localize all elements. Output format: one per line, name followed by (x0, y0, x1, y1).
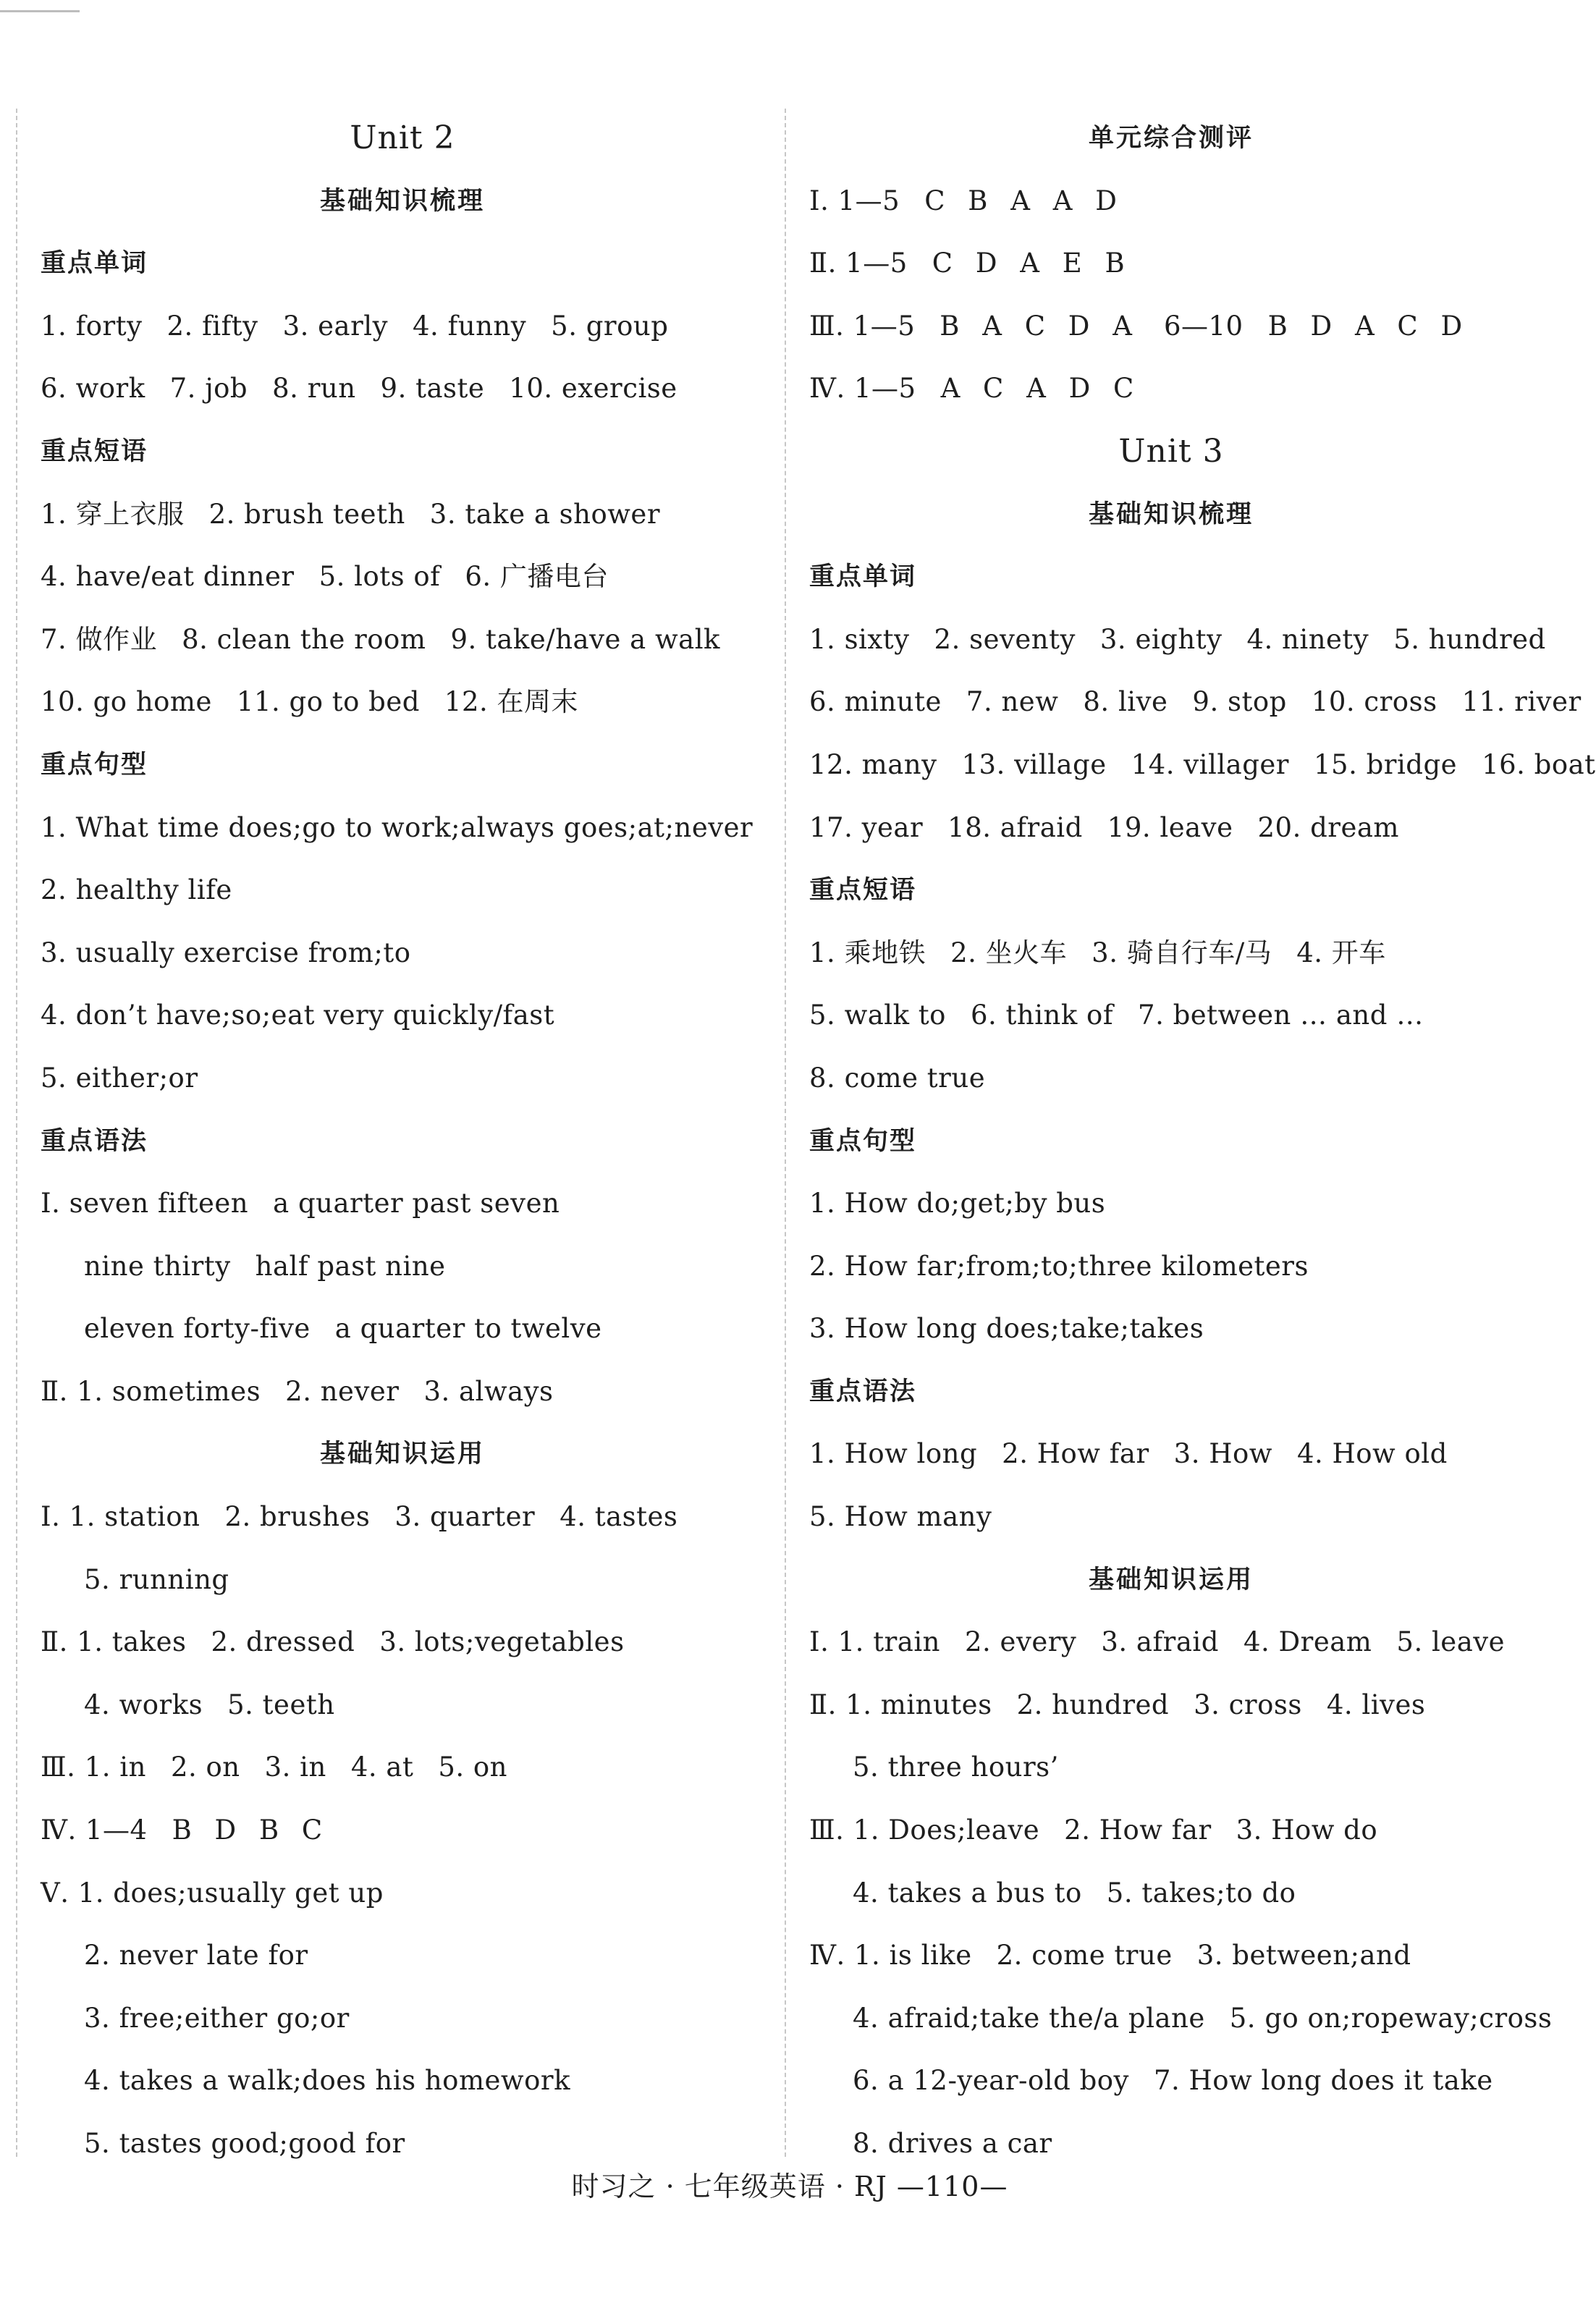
answer: 6. a 12-year-old boy (853, 2065, 1129, 2097)
answer: Ⅳ. 1—4 (41, 1814, 148, 1846)
test-line (809, 232, 1533, 295)
answer: 6. think of (970, 1000, 1114, 1031)
answer: 1. 乘地铁 (809, 937, 926, 968)
grammar-heading: 重点语法 (809, 1377, 917, 1406)
phrases-line (41, 609, 764, 672)
sentence-answer: 4. don’t have;so;eat very quickly/fast (41, 1000, 555, 1031)
answer: 20. dream (1257, 811, 1400, 843)
sentences-heading: 重点句型 (809, 1126, 917, 1156)
phrases-heading: 重点短语 (809, 876, 917, 905)
answer: 3. eighty (1099, 623, 1223, 655)
test-line (809, 170, 1533, 233)
apply-line (41, 1736, 764, 1799)
apply-line: Ⅴ. 1. does;usually get up (41, 1877, 384, 1909)
answer: 1. 穿上衣服 (41, 498, 185, 530)
answer: 4. at (350, 1752, 414, 1783)
vocab-line (809, 671, 1582, 734)
answer: C D A E B (932, 248, 1132, 279)
answer: 12. 在周末 (444, 686, 579, 718)
answer: 3. 骑自行车/马 (1092, 937, 1272, 968)
answer: 10. cross (1311, 686, 1437, 718)
answer: Ⅱ. 1—5 (809, 248, 908, 279)
grammar-line: 5. How many (809, 1501, 992, 1533)
answer: 1. How long (809, 1438, 978, 1470)
answer: eleven forty-five (84, 1313, 311, 1345)
apply-line (809, 1674, 1533, 1737)
sentence-answer: 3. usually exercise from;to (41, 937, 411, 968)
answer: Ⅱ. 1. minutes (809, 1689, 992, 1720)
answer: 9. stop (1192, 686, 1287, 718)
answer: 3. quarter (394, 1501, 536, 1533)
answer: Ⅲ. 1. in (41, 1752, 146, 1783)
answer: 5. go on;ropeway;cross (1229, 2002, 1553, 2034)
unit-comprehensive-test-title: 单元综合测评 (1088, 124, 1254, 153)
left-margin-dashed-line (16, 109, 17, 2157)
answer: 2. never (285, 1375, 400, 1407)
answer: 4. afraid;take the/a plane (853, 2002, 1205, 2034)
answer: 7. 做作业 (41, 623, 158, 655)
answer: 6. 广播电台 (465, 561, 609, 593)
answer: Ⅰ. 1. train (809, 1626, 940, 1658)
answer: 8. clean the room (182, 623, 426, 655)
grammar-line (41, 1298, 764, 1361)
apply-line: 4. takes a walk;does his homework (84, 2065, 570, 2097)
vocab-heading: 重点单词 (809, 562, 917, 592)
answer: 7. new (966, 686, 1059, 718)
answer: 9. take/have a walk (450, 623, 720, 655)
vocab-line (809, 609, 1546, 672)
vocab-line (41, 295, 764, 358)
answer: 5. walk to (809, 1000, 946, 1031)
phrases-line (809, 984, 1533, 1047)
answer: Ⅰ. 1. station (41, 1501, 200, 1533)
section-basic-knowledge-review: 基础知识梳理 (1088, 499, 1254, 529)
grammar-line (41, 1172, 764, 1235)
phrases-heading: 重点短语 (41, 436, 148, 466)
answer: 7. between … and … (1138, 1000, 1424, 1031)
page-footer: 时习之 · 七年级英语 · RJ —110— (571, 2171, 1008, 2202)
apply-line (41, 1611, 764, 1674)
answer: 18. afraid (947, 811, 1083, 843)
unit-2-title: Unit 2 (350, 119, 455, 156)
apply-line (809, 1862, 1533, 1925)
answer: Ⅲ. 1—5 (809, 310, 916, 342)
answer: 14. villager (1131, 748, 1289, 780)
test-line (809, 295, 1533, 358)
unit-3-title: Unit 3 (1118, 432, 1224, 470)
answer: 16. boat (1482, 748, 1596, 780)
answer: 5. lots of (318, 561, 441, 593)
answer: 19. leave (1107, 811, 1233, 843)
answer: 2. 坐火车 (950, 937, 1068, 968)
answer: 2. brushes (224, 1501, 371, 1533)
answer: 6. minute (809, 686, 942, 718)
answer: Ⅳ. 1—5 (809, 373, 916, 405)
answer: 4. funny (413, 310, 527, 342)
answer: 4. tastes (560, 1501, 678, 1533)
answer: 5. takes;to do (1106, 1877, 1296, 1909)
apply-line: 2. never late for (84, 1940, 308, 1972)
sentence-answer: 2. healthy life (41, 874, 232, 906)
vocab-heading: 重点单词 (41, 249, 148, 279)
answer: 3. afraid (1101, 1626, 1219, 1658)
grammar-line (41, 1235, 764, 1298)
answer: 3. How (1173, 1438, 1272, 1470)
answer: 4. takes a bus to (853, 1877, 1082, 1909)
answer: 3. take a shower (429, 498, 661, 530)
apply-line: 5. three hours’ (853, 1752, 1059, 1783)
answer: 9. taste (380, 373, 485, 405)
answer: 12. many (809, 748, 937, 780)
sentence-answer: 5. either;or (41, 1062, 198, 1094)
answer: 3. between;and (1196, 1940, 1411, 1972)
answer: nine thirty (84, 1250, 231, 1282)
answer: 3. How do (1236, 1814, 1378, 1846)
answer: a quarter to twelve (334, 1313, 602, 1345)
answer: 6. work (41, 373, 145, 405)
vocab-line (41, 358, 764, 421)
answer: 11. river (1461, 686, 1582, 718)
answer: 5. leave (1396, 1626, 1506, 1658)
column-divider-dashed-line (785, 109, 786, 2157)
answer: 5. teeth (227, 1689, 335, 1720)
answer: 2. every (964, 1626, 1077, 1658)
answer: 15. bridge (1313, 748, 1458, 780)
answer: A C A D C (940, 373, 1141, 405)
apply-line: 3. free;either go;or (84, 2002, 350, 2034)
answer: 8. run (272, 373, 356, 405)
sentence-answer: 2. How far;from;to;three kilometers (809, 1250, 1309, 1282)
apply-line (809, 1799, 1533, 1862)
answer: 7. How long does it take (1153, 2065, 1493, 2097)
sentence-answer: 3. How long does;take;takes (809, 1313, 1204, 1345)
answer: Ⅱ. 1. takes (41, 1626, 187, 1658)
answer: 10. go home (41, 686, 212, 718)
left-column (41, 107, 764, 2176)
answer: Ⅳ. 1. is like (809, 1940, 972, 1972)
answer: Ⅰ. seven fifteen (41, 1188, 249, 1220)
apply-line (809, 1987, 1553, 2050)
answer: 4. have/eat dinner (41, 561, 295, 593)
answer: 1. forty (41, 310, 143, 342)
answer: 7. job (169, 373, 248, 405)
phrases-line: 8. come true (809, 1062, 986, 1094)
answer: 2. How far (1064, 1814, 1212, 1846)
answer: 13. village (961, 748, 1107, 780)
answer: 3. in (264, 1752, 326, 1783)
answer: Ⅰ. 1—5 (809, 185, 900, 216)
answer: 10. exercise (509, 373, 677, 405)
answer: 2. dressed (211, 1626, 355, 1658)
section-basic-knowledge-application: 基础知识运用 (1088, 1565, 1254, 1594)
sentence-answer: 1. How do;get;by bus (809, 1188, 1106, 1220)
sentences-heading: 重点句型 (41, 750, 148, 779)
apply-line (809, 1924, 1533, 1987)
answer: B D A C D (1267, 310, 1470, 342)
grammar-heading: 重点语法 (41, 1126, 148, 1156)
answer: C B A A D (924, 185, 1124, 216)
answer: 2. brush teeth (208, 498, 405, 530)
apply-line: 5. running (84, 1563, 229, 1595)
answer: 4. works (84, 1689, 203, 1720)
answer: B A C D A (940, 310, 1139, 342)
test-line (809, 358, 1533, 421)
apply-line (41, 1799, 764, 1862)
apply-line: 5. tastes good;good for (84, 2128, 405, 2159)
answer: 5. hundred (1393, 623, 1546, 655)
apply-line (809, 1611, 1533, 1674)
right-column (809, 107, 1596, 2176)
grammar-line (41, 1361, 764, 1424)
answer: 3. always (423, 1375, 554, 1407)
answer: 1. sixty (809, 623, 910, 655)
answer: 5. on (438, 1752, 508, 1783)
answer: half past nine (255, 1250, 446, 1282)
answer: 3. early (282, 310, 389, 342)
answer: 2. on (170, 1752, 240, 1783)
answer: 4. Dream (1243, 1626, 1372, 1658)
answer: 2. seventy (934, 623, 1076, 655)
sentence-answer: 1. What time does;go to work;always goes;at;never (41, 811, 753, 843)
phrases-line (41, 546, 764, 609)
answer: 2. hundred (1016, 1689, 1170, 1720)
answer: 3. cross (1194, 1689, 1302, 1720)
apply-line (41, 1486, 764, 1549)
apply-line: 8. drives a car (853, 2128, 1052, 2159)
answer: 4. lives (1326, 1689, 1426, 1720)
phrases-line (41, 483, 764, 546)
answer: 4. How old (1296, 1438, 1448, 1470)
vocab-line (809, 797, 1533, 860)
phrases-line (41, 671, 764, 734)
answer: 17. year (809, 811, 924, 843)
answer: B D B C (172, 1814, 330, 1846)
answer: 3. lots;vegetables (379, 1626, 625, 1658)
answer: 6—10 (1163, 310, 1244, 342)
apply-line (809, 2050, 1533, 2113)
answer: Ⅲ. 1. Does;leave (809, 1814, 1040, 1846)
section-basic-knowledge-application: 基础知识运用 (319, 1440, 485, 1469)
answer: 2. How far (1002, 1438, 1149, 1470)
answer: 4. 开车 (1296, 937, 1386, 968)
answer: a quarter past seven (273, 1188, 560, 1220)
grammar-line (809, 1423, 1533, 1486)
phrases-line (809, 922, 1533, 985)
answer: 2. come true (996, 1940, 1173, 1972)
answer: 11. go to bed (236, 686, 420, 718)
answer: 4. ninety (1246, 623, 1369, 655)
answer: 8. live (1083, 686, 1168, 718)
vocab-line (809, 734, 1596, 797)
answer: 2. fifty (166, 310, 258, 342)
apply-line (41, 1674, 764, 1737)
answer: Ⅱ. 1. sometimes (41, 1375, 261, 1407)
section-basic-knowledge-review: 基础知识梳理 (319, 186, 485, 216)
top-rule (0, 10, 80, 12)
answer: 5. group (551, 310, 669, 342)
